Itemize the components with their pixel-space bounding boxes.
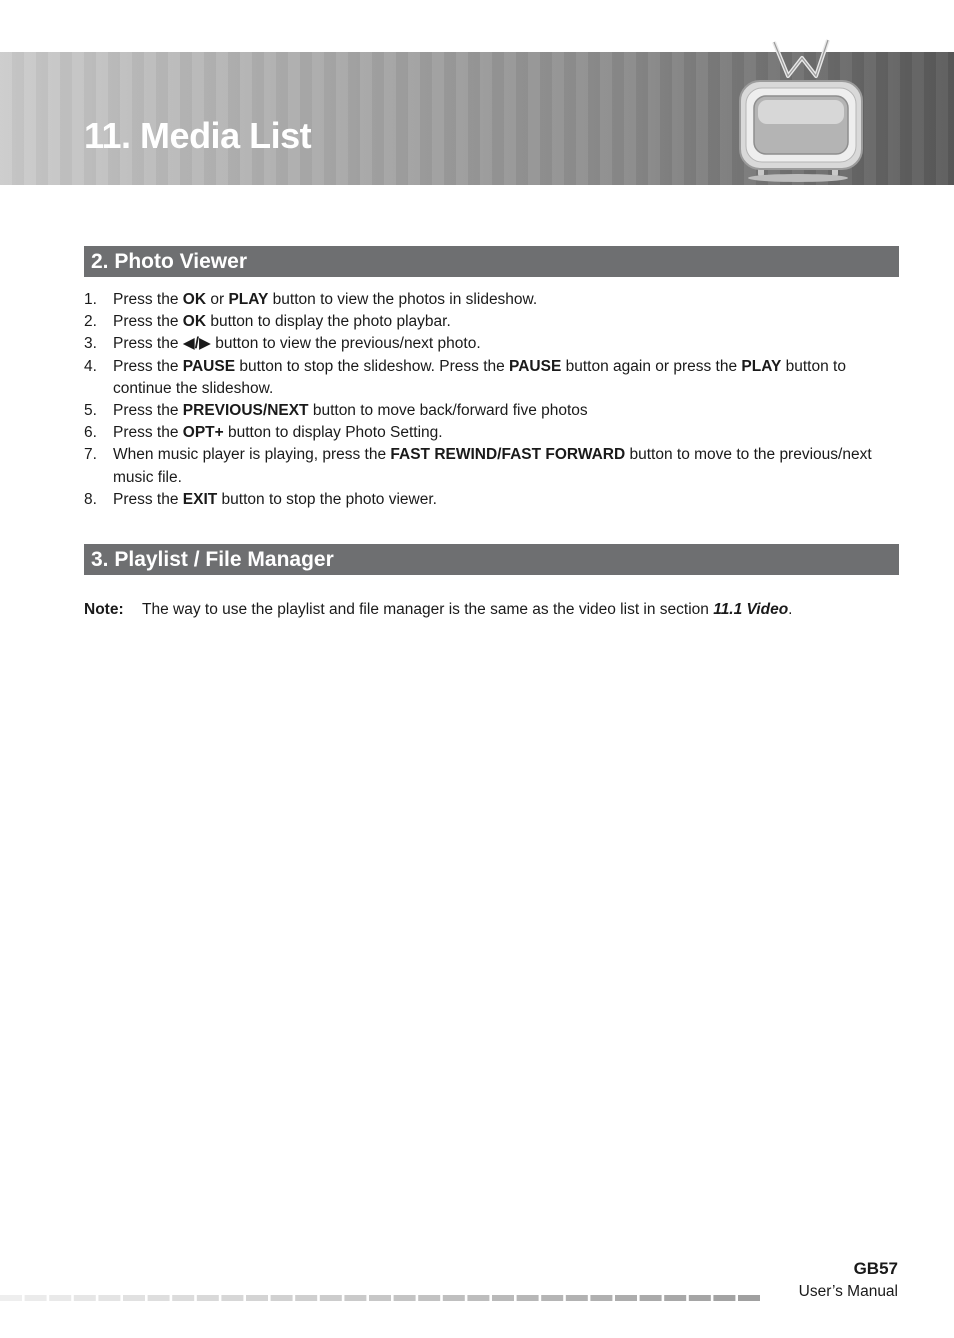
footer-dash-segment xyxy=(590,1295,612,1301)
step-text: Press the xyxy=(113,357,183,375)
step-text: button to continue the slideshow. xyxy=(113,357,846,397)
step-text: or xyxy=(206,291,229,308)
step-text: Press the xyxy=(113,424,183,442)
step-keyword: OK xyxy=(182,291,207,308)
step-item xyxy=(84,400,900,422)
photo-viewer-steps xyxy=(84,289,900,511)
step-text: button to move to the previous/next music file. xyxy=(113,446,872,486)
footer-dash-bar xyxy=(0,1293,765,1303)
tv-icon xyxy=(728,36,868,186)
step-keyword: PAUSE xyxy=(509,357,562,375)
step-keyword: OPT+ xyxy=(182,424,224,442)
footer-dash-segment xyxy=(344,1295,366,1301)
footer-dash-segment xyxy=(640,1295,662,1301)
footer-dash-segment xyxy=(541,1295,563,1301)
page-number: GB57 xyxy=(853,1259,898,1278)
footer-dash-segment xyxy=(394,1295,416,1301)
step-text: button to view the photos in slideshow. xyxy=(268,291,538,308)
footer-dash-segment xyxy=(664,1295,686,1301)
step-text: button to view the previous/next photo. xyxy=(210,335,481,353)
step-text: Press the xyxy=(113,313,183,331)
step-keyword: PAUSE xyxy=(182,357,236,375)
step-number: 1. xyxy=(84,291,97,308)
step-text: When music player is playing, press the xyxy=(113,446,391,464)
section-heading-photo-viewer: 2. Photo Viewer xyxy=(84,246,899,277)
step-text: Press the xyxy=(113,335,183,353)
step-number: 7. xyxy=(84,446,97,464)
step-text: button to display Photo Setting. xyxy=(223,424,443,442)
step-keyword: ◀/▶ xyxy=(182,335,211,353)
chapter-title: 11. Media List xyxy=(84,115,312,156)
step-number: 6. xyxy=(84,424,97,442)
note-paragraph xyxy=(84,599,900,621)
step-item xyxy=(84,356,900,400)
step-keyword: EXIT xyxy=(182,490,218,508)
note-reference: 11.1 Video xyxy=(713,601,789,618)
step-item xyxy=(84,489,900,511)
footer-dash-segment xyxy=(369,1295,391,1301)
step-text: button to display the photo playbar. xyxy=(206,313,451,331)
manual-label: User’s Manual xyxy=(798,1283,898,1300)
footer-dash-segment xyxy=(418,1295,440,1301)
note-end: . xyxy=(788,601,793,618)
footer-dash-segment xyxy=(615,1295,637,1301)
footer-dash-segment xyxy=(197,1295,219,1301)
footer-dash-segment xyxy=(295,1295,317,1301)
step-text: button again or press the xyxy=(561,357,742,375)
step-item xyxy=(84,444,900,488)
footer-dash-segment xyxy=(492,1295,514,1301)
step-number: 4. xyxy=(84,357,97,375)
step-item xyxy=(84,333,900,355)
footer-dash-segment xyxy=(689,1295,711,1301)
footer-dash-segment xyxy=(320,1295,342,1301)
footer-dash-segment xyxy=(0,1295,22,1301)
footer-dash-segment xyxy=(148,1295,170,1301)
step-number: 5. xyxy=(84,402,97,420)
step-text: button to stop the photo viewer. xyxy=(217,490,437,508)
step-number: 2. xyxy=(84,313,97,331)
step-item xyxy=(84,422,900,444)
note-text: The way to use the playlist and file manager is the same as the video list in section xyxy=(142,601,714,618)
step-keyword: PLAY xyxy=(741,357,782,375)
step-keyword: OK xyxy=(182,313,207,331)
step-keyword: PLAY xyxy=(228,291,269,308)
step-text: Press the xyxy=(113,291,183,308)
section-heading-playlist-file-manager: 3. Playlist / File Manager xyxy=(84,544,899,575)
footer-dash-segment xyxy=(25,1295,47,1301)
footer-dash-segment xyxy=(271,1295,293,1301)
step-number: 8. xyxy=(84,490,97,508)
step-item xyxy=(84,289,900,311)
note-label: Note: xyxy=(84,601,124,618)
footer-dash-segment xyxy=(98,1295,120,1301)
step-number: 3. xyxy=(84,335,97,353)
footer-dash-segment xyxy=(49,1295,71,1301)
step-text: button to move back/forward five photos xyxy=(308,402,588,420)
footer-dash-segment xyxy=(467,1295,489,1301)
footer-dash-segment xyxy=(172,1295,194,1301)
step-text: Press the xyxy=(113,490,183,508)
footer-dash-segment xyxy=(74,1295,96,1301)
footer-dash-segment xyxy=(246,1295,268,1301)
step-item xyxy=(84,311,900,333)
footer-dash-segment xyxy=(443,1295,465,1301)
step-keyword: FAST REWIND/FAST FORWARD xyxy=(390,446,626,464)
footer-dash-segment xyxy=(738,1295,760,1301)
footer-dash-segment xyxy=(713,1295,735,1301)
footer-dash-segment xyxy=(566,1295,588,1301)
step-keyword: PREVIOUS/NEXT xyxy=(182,402,309,420)
step-text: button to stop the slideshow. Press the xyxy=(235,357,510,375)
footer-dash-segment xyxy=(517,1295,539,1301)
footer-dash-segment xyxy=(221,1295,243,1301)
step-text: Press the xyxy=(113,402,183,420)
footer-dash-segment xyxy=(123,1295,145,1301)
